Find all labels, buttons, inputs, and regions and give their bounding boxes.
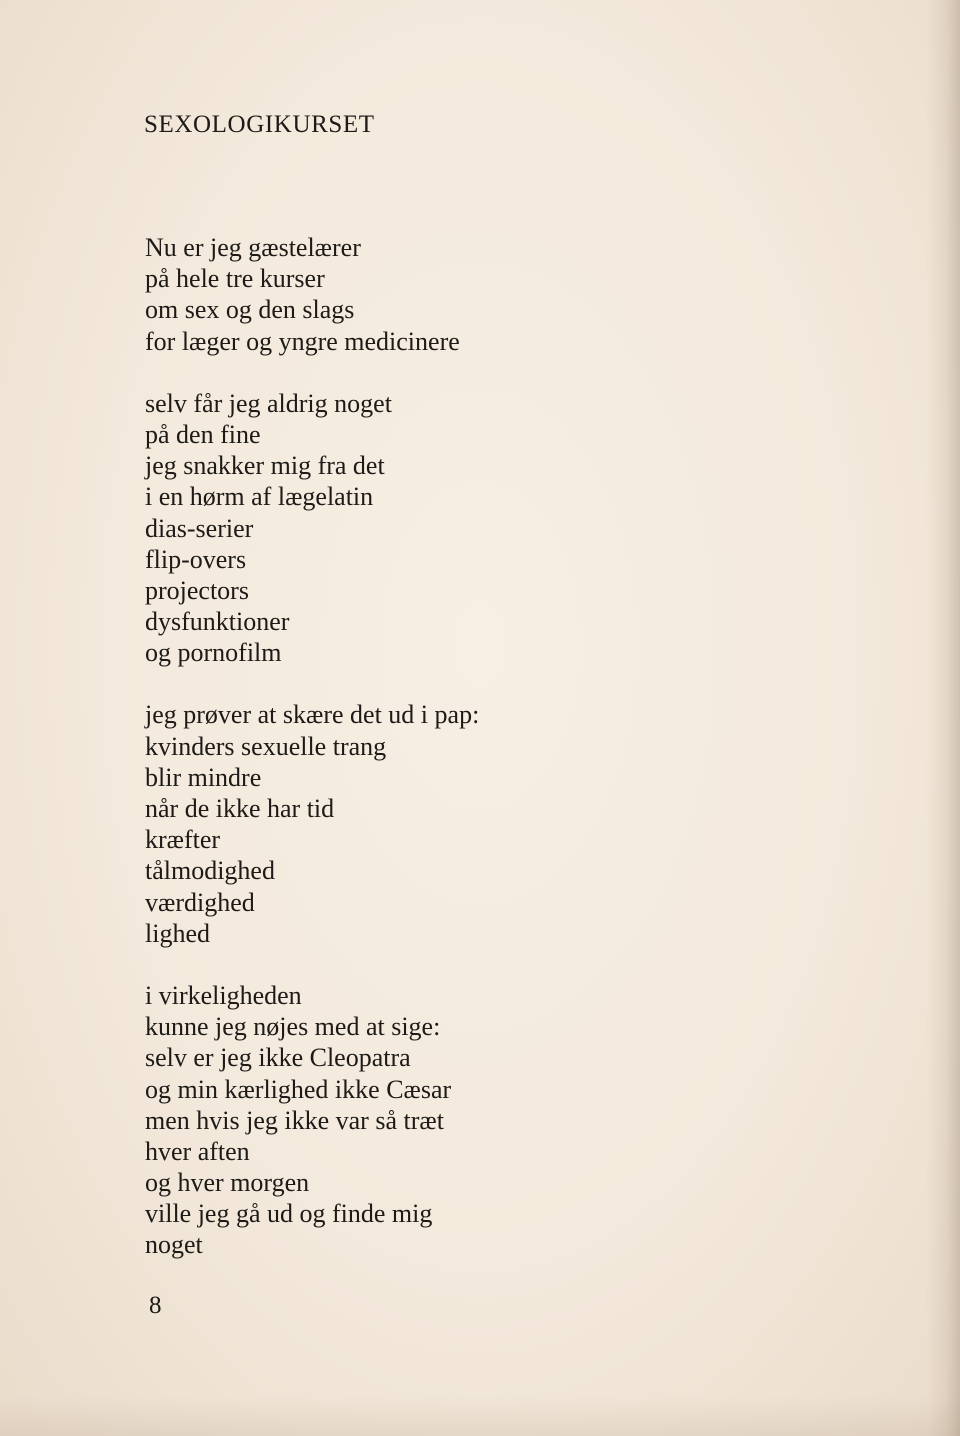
page-bottom-shadow <box>0 1396 960 1436</box>
poem-body <box>145 232 825 1292</box>
poem-line: lighed <box>145 918 210 948</box>
stanza-2 <box>145 388 825 669</box>
poem-line: kvinders sexuelle trang <box>145 731 387 761</box>
poem-line: på den fine <box>145 419 261 449</box>
poem-line: kunne jeg nøjes med at sige: <box>145 1012 441 1042</box>
poem-line: ville jeg gå ud og finde mig <box>145 1199 433 1229</box>
poem-line: værdighed <box>145 887 255 917</box>
page-edge-shadow <box>926 0 960 1436</box>
poem-line: i en hørm af lægelatin <box>145 482 374 512</box>
poem-line: men hvis jeg ikke var så træt <box>145 1105 444 1135</box>
page-number: 8 <box>149 1292 162 1319</box>
poem-line: selv er jeg ikke Cleopatra <box>145 1043 411 1073</box>
poem-line: jeg snakker mig fra det <box>145 451 385 481</box>
poem-line: flip-overs <box>145 544 247 574</box>
poem-line: jeg prøver at skære det ud i pap: <box>145 700 480 730</box>
poem-line: noget <box>145 1230 203 1260</box>
poem-line: og pornofilm <box>145 638 282 668</box>
poem-line: når de ikke har tid <box>145 794 335 823</box>
stanza-4 <box>145 980 825 1261</box>
poem-line: projectors <box>145 575 249 605</box>
poem-line: om sex og den slags <box>145 295 355 325</box>
poem-line: tålmodighed <box>145 856 275 886</box>
poem-line: hver aften <box>145 1136 250 1166</box>
poem-line: og min kærlighed ikke Cæsar <box>145 1074 452 1104</box>
poem-line: i virkeligheden <box>145 980 302 1010</box>
poem-line: for læger og yngre medicinere <box>145 326 460 356</box>
stanza-1 <box>145 232 825 357</box>
poem-line: på hele tre kurser <box>145 264 325 294</box>
poem-line: kræfter <box>145 825 221 855</box>
stanza-3 <box>145 699 825 949</box>
poem-line: selv får jeg aldrig noget <box>145 388 392 418</box>
poem-line: dias-serier <box>145 513 254 543</box>
poem-line: og hver morgen <box>145 1168 310 1198</box>
poem-title: SEXOLOGIKURSET <box>144 111 375 138</box>
poem-line: Nu er jeg gæstelærer <box>145 233 361 262</box>
poem-line: dysfunktioner <box>145 607 290 637</box>
poem-line: blir mindre <box>145 762 262 792</box>
